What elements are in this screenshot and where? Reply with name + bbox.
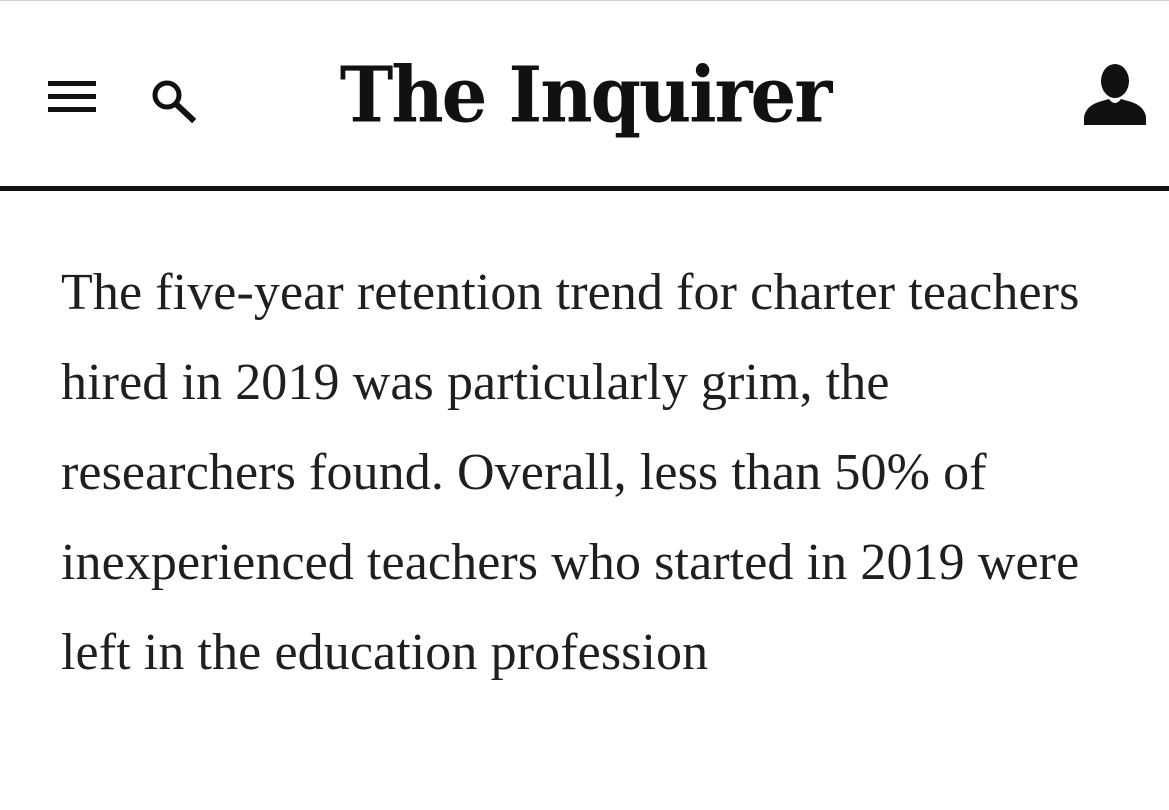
user-account-icon — [1082, 61, 1148, 129]
site-logo[interactable] — [340, 35, 830, 155]
header-divider — [0, 186, 1169, 191]
search-icon — [148, 75, 200, 123]
search-button[interactable] — [148, 75, 200, 123]
article-body — [61, 248, 1121, 698]
logo-wordmark: The Inquirer — [339, 49, 831, 140]
hamburger-menu-icon — [46, 77, 98, 117]
menu-button[interactable] — [46, 77, 98, 117]
article-paragraph: The five-year retention trend for charter teachers hired in 2019 was particularly grim, the researchers found. Overall, less than 50% of inexperienced teachers who started in 2019 were left in the education profession — [61, 264, 1080, 681]
site-header — [0, 0, 1169, 186]
account-button[interactable] — [1082, 61, 1148, 129]
